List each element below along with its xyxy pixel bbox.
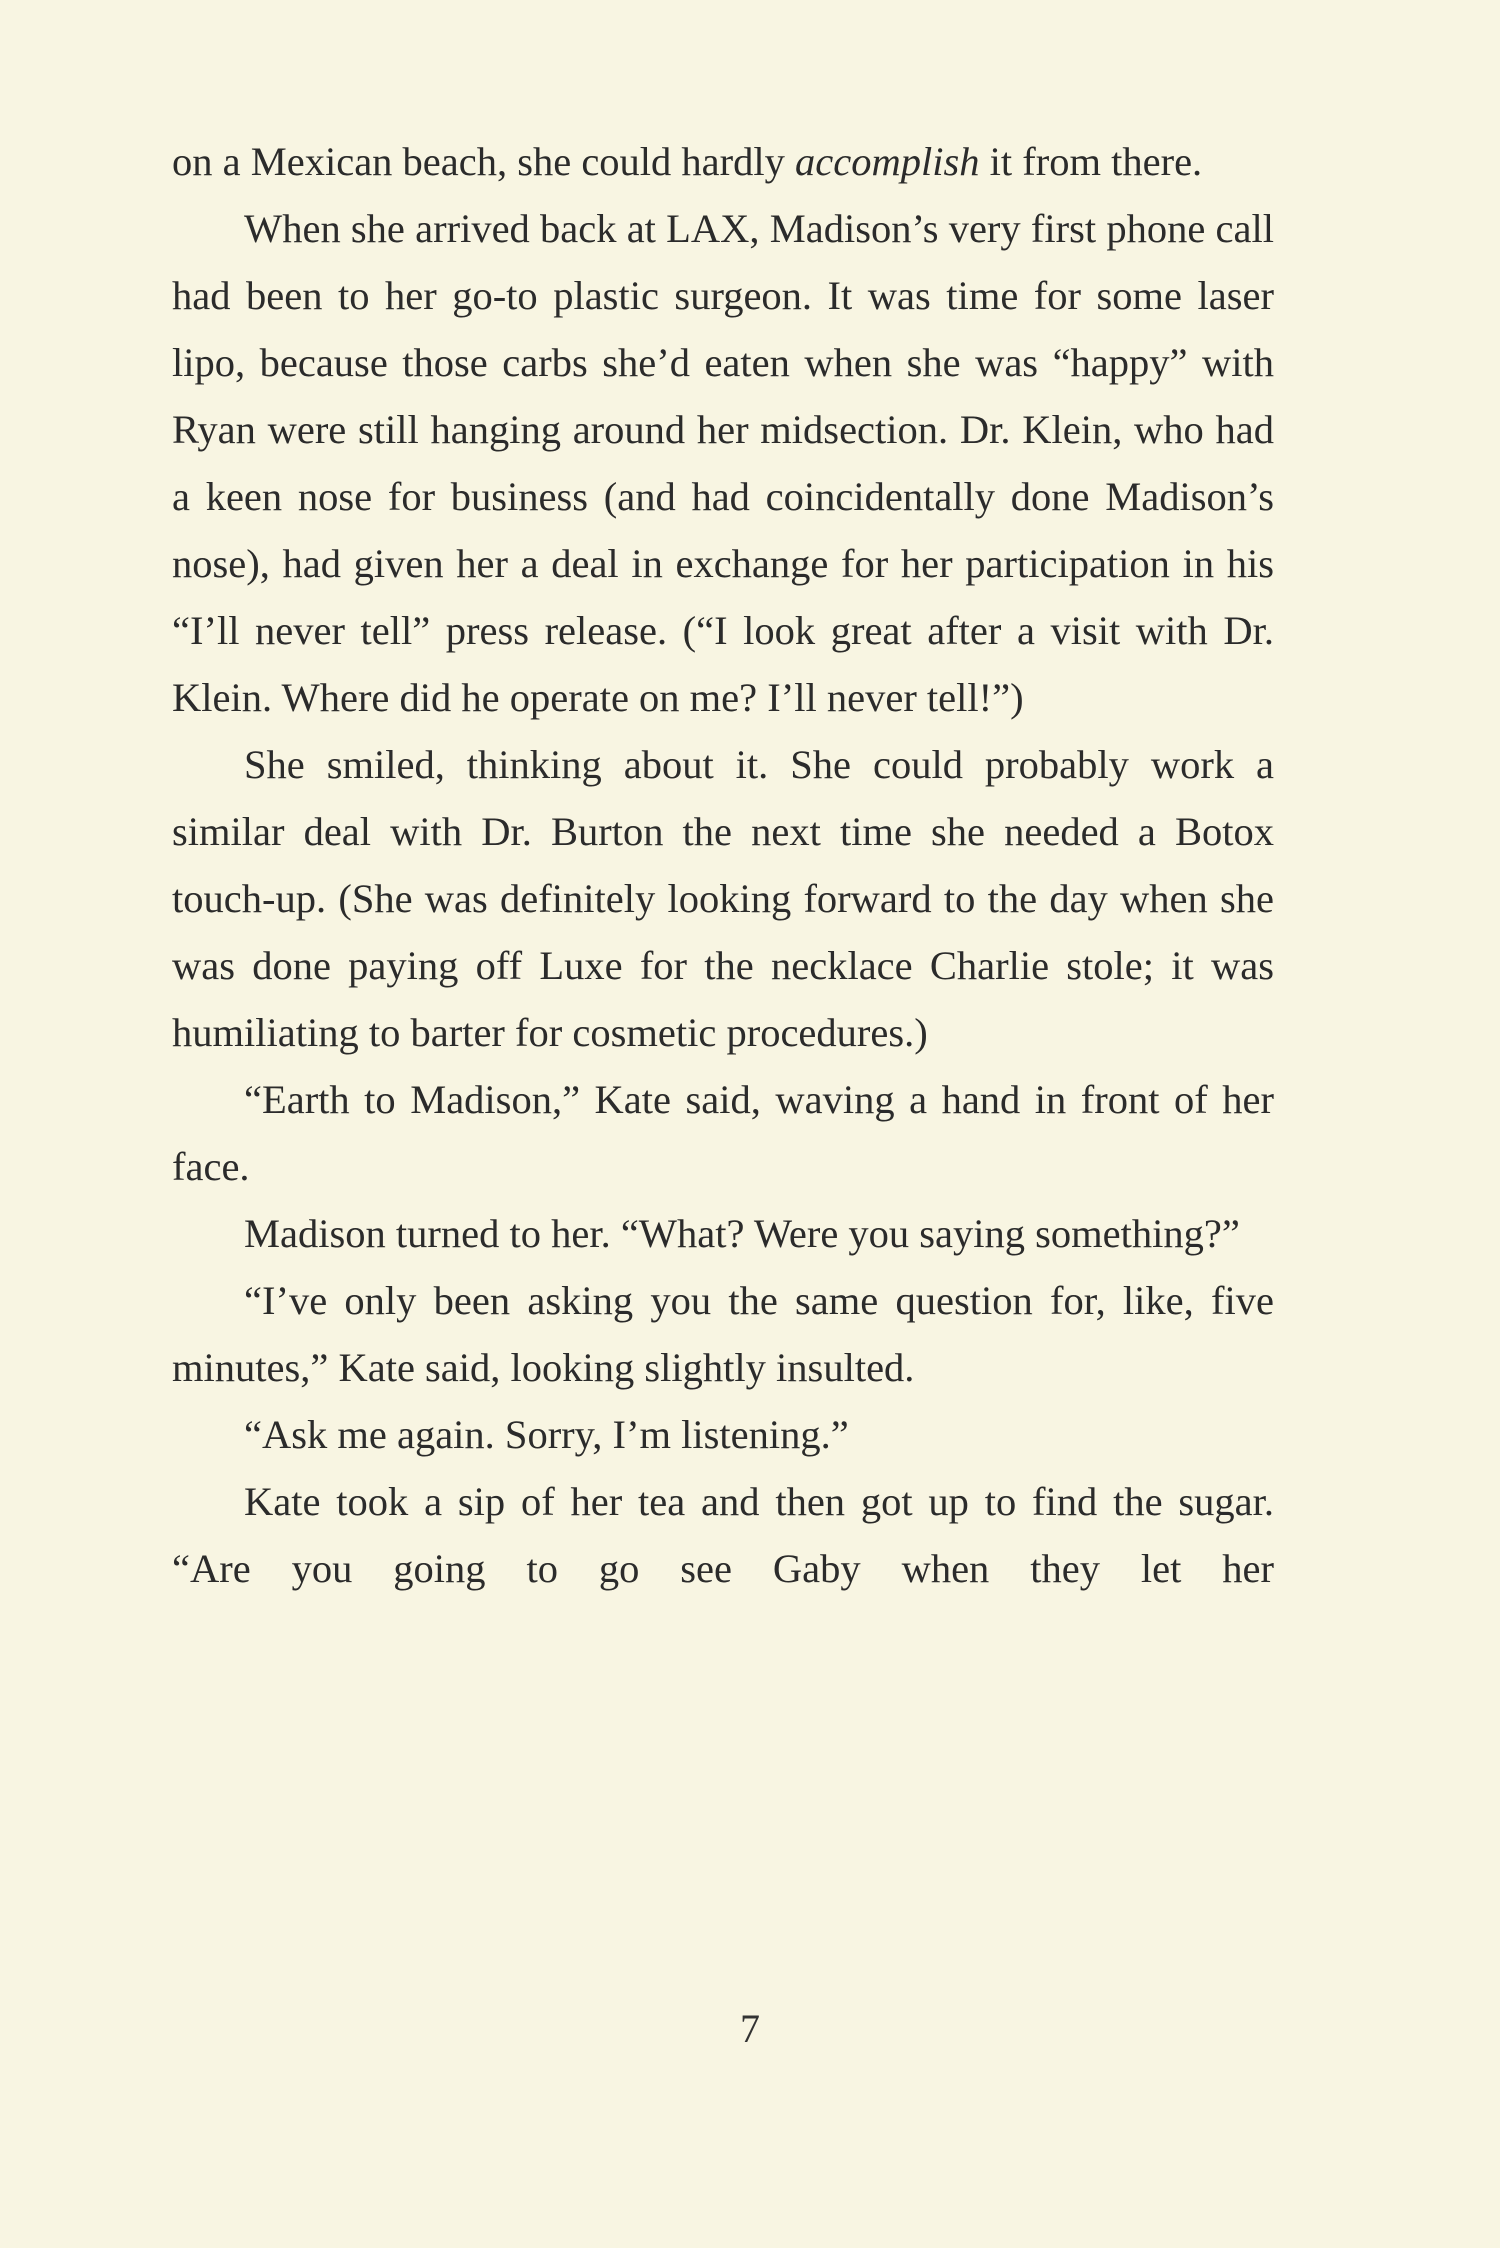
italic-text: accomplish <box>795 139 980 184</box>
paragraph-text: “I’ve only been asking you the same question for, like, five minutes,” Kate said, looking slightly insulted. <box>172 1278 1274 1390</box>
body-text <box>172 128 1274 1602</box>
paragraph-text: on a Mexican beach, she could hardly <box>172 139 796 184</box>
paragraph <box>172 195 1274 731</box>
paragraph <box>172 1468 1274 1602</box>
paragraph-text: Madison turned to her. “What? Were you saying something?” <box>244 1211 1240 1256</box>
paragraph-text: When she arrived back at LAX, Madison’s very first phone call had been to her go-to plastic surgeon. It was time for some laser lipo, because those carbs she’d eaten when she was “happy” with Ryan were still hanging around her midsection. Dr. Klein, who had a keen nose for business (and had coincidentally done Madison’s nose), had given her a deal in exchange for her participation in his “I’ll never tell” press release. (“I look great after a visit with Dr. Klein. Where did he operate on me? I’ll never tell!”) <box>172 206 1274 720</box>
paragraph-text: it from there. <box>979 139 1203 184</box>
paragraph <box>172 1267 1274 1401</box>
page-number: 7 <box>740 2006 760 2051</box>
paragraph-text: She smiled, thinking about it. She could probably work a similar deal with Dr. Burton the next time she needed a Botox touch-up. (She was definitely looking forward to the day when she was done paying off Luxe for the necklace Charlie stole; it was humiliating to barter for cosmetic procedures.) <box>172 742 1274 1055</box>
paragraph-text: “Earth to Madison,” Kate said, waving a hand in front of her face. <box>172 1077 1274 1189</box>
paragraph <box>172 1200 1274 1267</box>
paragraph <box>172 1066 1274 1200</box>
paragraph <box>172 128 1274 195</box>
paragraph-text: “Ask me again. Sorry, I’m listening.” <box>244 1412 849 1457</box>
paragraph <box>172 731 1274 1066</box>
paragraph-text: Kate took a sip of her tea and then got up to find the sugar. “Are you going to go see Gaby when they let her <box>172 1479 1274 1591</box>
paragraph <box>172 1401 1274 1468</box>
